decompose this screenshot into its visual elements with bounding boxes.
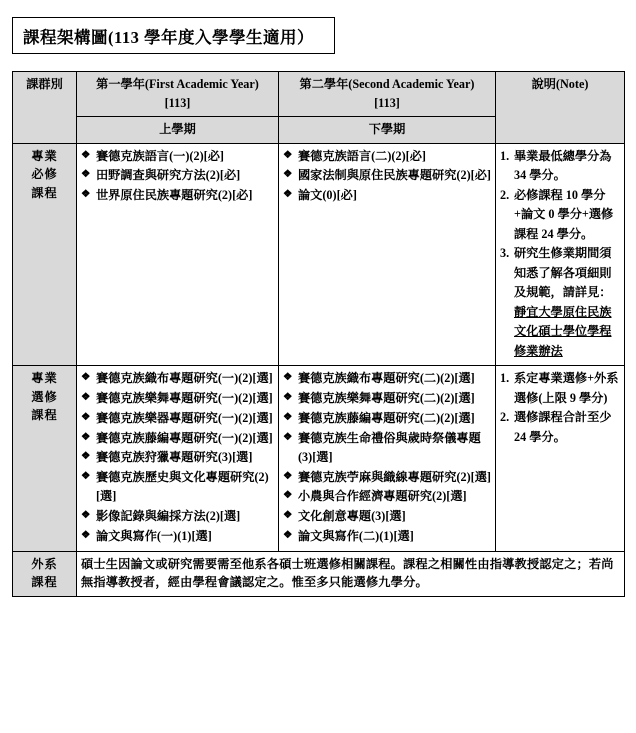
note-text: 畢業最低總學分為 34 學分。	[514, 148, 612, 183]
bullet-icon: ❖	[81, 372, 91, 384]
list-item	[81, 369, 274, 388]
course-label: 文化創意專題(3)[選]	[298, 509, 406, 524]
course-label: 賽德克族樂舞專題研究(一)(2)[選]	[96, 391, 273, 406]
list-item	[81, 147, 274, 166]
elective-semester-1-courses	[77, 366, 279, 551]
list-item	[500, 244, 620, 361]
group-label-line: 專業	[31, 148, 58, 163]
course-label: 賽德克族語言(二)(2)[必]	[298, 148, 426, 163]
course-list	[81, 147, 274, 206]
note-text: 必修課程 10 學分+論文 0 學分+選修課程 24 學分。	[514, 187, 614, 241]
list-item	[283, 429, 491, 468]
header-note: 說明(Note)	[496, 72, 625, 144]
course-label: 論文(0)[必]	[298, 188, 357, 203]
external-courses-description	[77, 551, 625, 596]
bullet-icon: ❖	[283, 431, 293, 443]
list-item	[283, 527, 491, 546]
course-label: 小農與合作經濟專題研究(2)[選]	[298, 489, 467, 504]
group-label-external	[13, 551, 77, 596]
list-item	[81, 527, 274, 546]
course-label: 賽德克族苧麻與織線專題研究(2)[選]	[298, 469, 491, 484]
list-item	[500, 147, 620, 186]
table-row	[13, 551, 625, 596]
list-item	[500, 186, 620, 245]
group-label-line: 課程	[31, 575, 58, 590]
course-label: 世界原住民族專題研究(2)[必]	[96, 188, 253, 203]
table-body	[13, 143, 625, 596]
course-list	[283, 369, 491, 546]
course-label: 賽德克族狩獵專題研究(3)[選]	[96, 450, 253, 465]
list-item	[81, 166, 274, 185]
course-label: 賽德克族織布專題研究(二)(2)[選]	[298, 371, 475, 386]
list-item	[283, 468, 491, 487]
header-group: 課群別	[13, 72, 77, 144]
list-item	[283, 147, 491, 166]
bullet-icon: ❖	[81, 169, 91, 181]
table-header	[13, 72, 625, 144]
required-semester-2-courses	[279, 143, 496, 366]
course-label: 賽德克族藤編專題研究(二)(2)[選]	[298, 410, 475, 425]
bullet-icon: ❖	[81, 471, 91, 483]
bullet-icon: ❖	[81, 451, 91, 463]
course-label: 賽德克族語言(一)(2)[必]	[96, 148, 224, 163]
course-label: 賽德克族藤編專題研究(一)(2)[選]	[96, 430, 273, 445]
list-item	[283, 507, 491, 526]
group-label-line: 外系	[31, 556, 58, 571]
bullet-icon: ❖	[283, 529, 293, 541]
bullet-icon: ❖	[81, 431, 91, 443]
bullet-icon: ❖	[81, 411, 91, 423]
list-item	[81, 429, 274, 448]
list-item	[81, 186, 274, 205]
table-row	[13, 366, 625, 551]
note-text: 研究生修業期間須知悉了解各項細則及規範，請詳見：	[514, 246, 612, 300]
bullet-icon: ❖	[283, 189, 293, 201]
bullet-icon: ❖	[283, 510, 293, 522]
note-text: 系定專業選修+外系選修(上限 9 學分)	[514, 371, 619, 405]
course-list	[81, 369, 274, 546]
header-year-2	[279, 72, 496, 117]
course-label: 賽德克族樂器專題研究(一)(2)[選]	[96, 410, 273, 425]
list-item	[500, 369, 620, 408]
list-item	[500, 408, 620, 447]
list-item	[283, 166, 491, 185]
bullet-icon: ❖	[81, 529, 91, 541]
course-label: 論文與寫作(一)(1)[選]	[96, 528, 212, 543]
list-item	[81, 507, 274, 526]
header-year-2-code: [113]	[374, 95, 400, 110]
list-item	[283, 487, 491, 506]
required-semester-1-courses	[77, 143, 279, 366]
note-text: 選修課程合計至少 24 學分。	[514, 410, 612, 444]
bullet-icon: ❖	[81, 149, 91, 161]
group-label-elective	[13, 366, 77, 551]
course-label: 論文與寫作(二)(1)[選]	[298, 528, 414, 543]
bullet-icon: ❖	[81, 392, 91, 404]
list-item	[81, 409, 274, 428]
header-year-1-code: [113]	[164, 95, 191, 110]
course-label: 影像記錄與編採方法(2)[選]	[96, 509, 241, 524]
note-list	[500, 369, 620, 447]
list-item	[283, 369, 491, 388]
elective-semester-2-courses	[279, 366, 496, 551]
regulations-link[interactable]: 靜宜大學原住民族文化碩士學位學程修業辦法	[514, 304, 612, 358]
group-label-line: 必修	[31, 167, 58, 182]
bullet-icon: ❖	[81, 510, 91, 522]
page-title: 課程架構圖(113 學年度入學學生適用）	[23, 27, 314, 47]
document-title-box	[12, 17, 335, 54]
table-row	[13, 143, 625, 366]
course-label: 賽德克族樂舞專題研究(二)(2)[選]	[298, 391, 475, 406]
list-item	[283, 409, 491, 428]
list-item	[81, 468, 274, 507]
curriculum-table	[12, 71, 625, 597]
course-list	[283, 147, 491, 206]
list-item	[81, 389, 274, 408]
group-label-required	[13, 143, 77, 366]
bullet-icon: ❖	[283, 490, 293, 502]
bullet-icon: ❖	[81, 189, 91, 201]
elective-notes	[496, 366, 625, 551]
course-label: 田野調查與研究方法(2)[必]	[96, 168, 241, 183]
group-label-line: 選修	[31, 389, 58, 404]
list-item	[283, 389, 491, 408]
group-label-line: 課程	[31, 408, 58, 423]
header-term-1: 上學期	[77, 117, 279, 144]
header-year-1-label: 第一學年(First Academic Year)	[96, 77, 259, 91]
note-list	[500, 147, 620, 362]
list-item	[283, 186, 491, 205]
header-row-year	[13, 72, 625, 117]
group-label-line: 專業	[31, 371, 58, 386]
bullet-icon: ❖	[283, 392, 293, 404]
bullet-icon: ❖	[283, 169, 293, 181]
header-year-1	[77, 72, 279, 117]
external-courses-text: 碩士生因論文或研究需要需至他系各碩士班選修相關課程。課程之相關性由指導教授認定之；若尚無指導教授者，經由學程會議認定之。惟至多只能選修九學分。	[81, 556, 614, 590]
header-year-2-label: 第二學年(Second Academic Year)	[299, 77, 475, 91]
bullet-icon: ❖	[283, 372, 293, 384]
bullet-icon: ❖	[283, 470, 293, 482]
course-label: 國家法制與原住民族專題研究(2)[必]	[298, 168, 491, 183]
bullet-icon: ❖	[283, 411, 293, 423]
list-item	[81, 448, 274, 467]
course-label: 賽德克族織布專題研究(一)(2)[選]	[96, 371, 273, 386]
required-notes	[496, 143, 625, 366]
group-label-line: 課程	[31, 185, 58, 200]
bullet-icon: ❖	[283, 149, 293, 161]
course-label: 賽德克族歷史與文化專題研究(2)[選]	[96, 470, 269, 504]
course-label: 賽德克族生命禮俗與歲時祭儀專題(3)[選]	[298, 430, 481, 464]
header-term-2: 下學期	[279, 117, 496, 144]
